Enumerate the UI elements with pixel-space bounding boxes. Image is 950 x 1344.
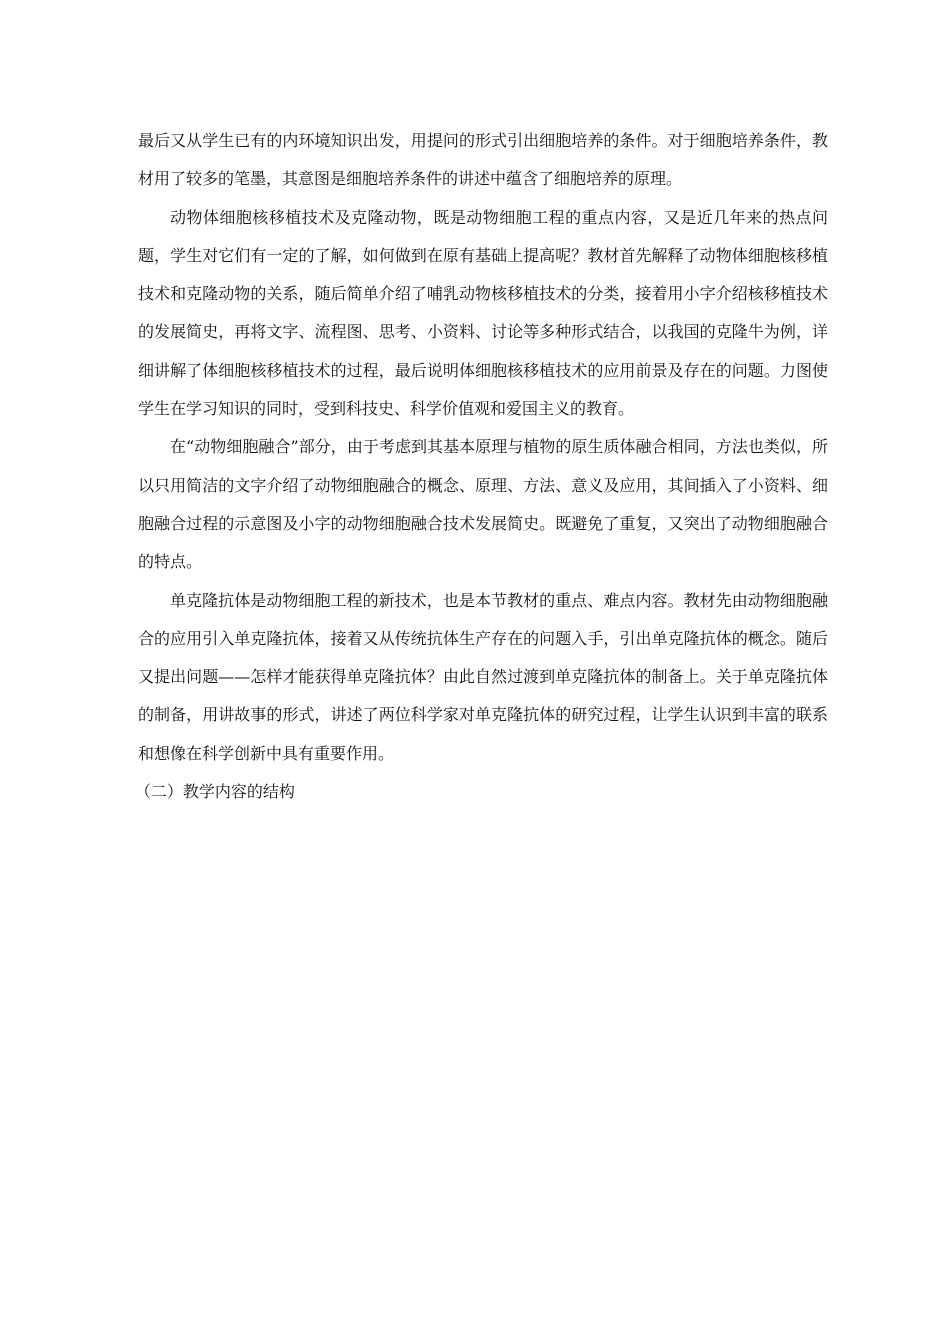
- section-heading: （二）教学内容的结构: [134, 782, 295, 802]
- paragraph-nuclear-transfer: 动物体细胞核移植技术及克隆动物，既是动物细胞工程的重点内容，又是近几年来的热点问题，学生对它们有一定的了解，如何做到在原有基础上提高呢？教材首先解释了动物体细胞核移植技术和克隆动物的关系，随后简单介绍了哺乳动物核移植技术的分类，接着用小字介绍核移植技术的发展简史，再将文字、流程图、思考、小资料、讨论等多种形式结合，以我国的克隆牛为例，详细讲解了体细胞核移植技术的过程，最后说明体细胞核移植技术的应用前景及存在的问题。力图使学生在学习知识的同时，受到科技史、科学价值观和爱国主义的教育。: [138, 207, 828, 419]
- document-body: [134, 122, 828, 811]
- paragraph-monoclonal-antibody: 单克隆抗体是动物细胞工程的新技术，也是本节教材的重点、难点内容。教材先由动物细胞融合的应用引入单克隆抗体，接着又从传统抗体生产存在的问题入手，引出单克隆抗体的概念。随后又提出问题——怎样才能获得单克隆抗体？由此自然过渡到单克隆抗体的制备上。关于单克隆抗体的制备，用讲故事的形式，讲述了两位科学家对单克隆抗体的研究过程，让学生认识到丰富的联系和想像在科学创新中具有重要作用。: [138, 590, 828, 763]
- paragraph-cell-culture-conditions: 最后又从学生已有的内环境知识出发，用提问的形式引出细胞培养的条件。对于细胞培养条件，教材用了较多的笔墨，其意图是细胞培养条件的讲述中蕴含了细胞培养的原理。: [138, 131, 828, 189]
- paragraph-cell-fusion: 在“动物细胞融合”部分，由于考虑到其基本原理与植物的原生质体融合相同，方法也类似，所以只用简洁的文字介绍了动物细胞融合的概念、原理、方法、意义及应用，其间插入了小资料、细胞融合过程的示意图及小字的动物细胞融合技术发展简史。既避免了重复，又突出了动物细胞融合的特点。: [138, 437, 828, 572]
